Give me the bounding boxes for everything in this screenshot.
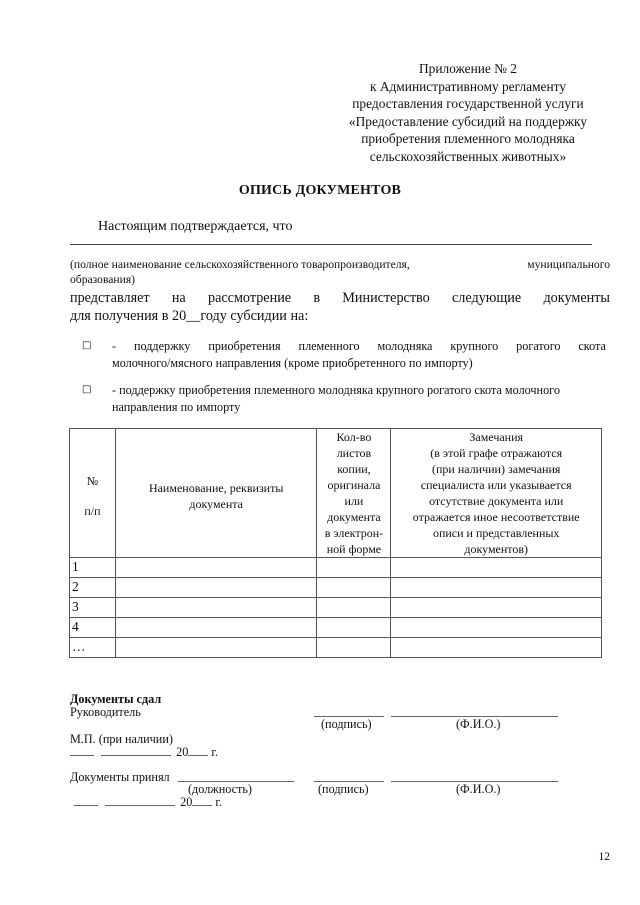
table-row [70,558,602,578]
header-quantity-line: ной форме [326,542,382,556]
appendix-line: предоставления государственной услуги [352,96,584,112]
header-remarks-line: документов) [464,542,529,556]
option-word: поддержку [133,339,191,353]
header-remarks-line: (при наличии) замечания [432,462,561,476]
header-quantity-line: документа [327,510,381,524]
row-number: 3 [70,598,116,618]
option-word: скота [578,339,606,353]
row-number: … [70,638,116,658]
received-position-label: (должность) [188,782,252,796]
row-name-cell[interactable] [115,578,317,598]
handed-role: Руководитель [70,705,141,719]
received-label: Документы принял [70,770,170,784]
option-word: молодняка [377,339,433,353]
row-quantity-cell[interactable] [317,638,391,658]
handed-date-year: 20 [176,745,189,759]
confirm-text: Настоящим подтверждается, что [98,219,293,234]
received-date-day[interactable] [74,794,98,806]
header-name-line1: Наименование, реквизиты [148,481,284,495]
row-name-cell[interactable] [115,638,317,658]
row-name-cell[interactable] [115,558,317,578]
row-remarks-cell[interactable] [391,578,602,598]
header-remarks-line: отражается иное несоответствие [412,510,580,524]
option-line1: - поддержку приобретения племенного молодняка крупного рогатого скота молочного [112,383,560,397]
header-quantity-line: в электрон- [324,526,384,540]
present-paragraph [70,289,610,325]
handed-date-month[interactable] [101,744,171,756]
appendix-line: Приложение № 2 [418,61,518,76]
header-remarks-line: специалиста или указывается [420,478,572,492]
received-fio-line[interactable] [391,769,558,782]
handed-signature-line[interactable] [314,704,384,717]
row-name-cell[interactable] [115,618,317,638]
table-row [70,618,602,638]
handed-fio-label: (Ф.И.О.) [456,717,501,731]
handed-fio-line[interactable] [391,704,558,717]
present-word: Министерство [342,290,430,306]
checkbox-option-2[interactable]: □ [82,384,92,395]
table-row [70,578,602,598]
producer-name-line[interactable] [70,244,592,245]
received-date-year-blank[interactable] [192,794,212,806]
received-signature-label: (подпись) [318,782,369,796]
received-date-suffix: г. [215,795,222,809]
option-word: - [112,339,117,353]
table-row [70,638,602,658]
appendix-line: приобретения племенного молодняка [361,131,575,147]
row-quantity-cell[interactable] [317,598,391,618]
present-word: на [171,290,186,306]
present-word: представляет [70,290,150,306]
option-line2: направления по импорту [112,399,241,414]
row-quantity-cell[interactable] [317,618,391,638]
handed-date-suffix: г. [211,745,218,759]
row-name-cell[interactable] [115,598,317,618]
option-word: рогатого [516,339,561,353]
handed-date [70,744,218,760]
option-2 [112,382,606,415]
received-date [74,794,222,810]
header-remarks-line: отсутствие документа или [429,494,564,508]
present-word: следующие [451,290,522,306]
header-quantity-line: Кол-во [336,430,372,444]
row-number: 2 [70,578,116,598]
header-quantity-line: копии, [337,462,371,476]
appendix-line: сельскохозяйственных животных» [369,148,567,164]
table-row [70,598,602,618]
documents-table [69,428,602,658]
header-number-line1: № [86,474,99,488]
producer-note [70,257,610,287]
stamp-label: М.П. (при наличии) [70,732,173,746]
handed-date-day[interactable] [70,744,94,756]
table-header-row [70,429,602,558]
header-remarks-line: (в этой графе отражаются [430,446,563,460]
checkbox-option-1[interactable]: □ [82,340,92,351]
received-date-month[interactable] [105,794,175,806]
row-number: 4 [70,618,116,638]
appendix-line: к Административному регламенту [369,78,567,94]
header-remarks-line: Замечания [469,430,524,444]
header-quantity-line: листов [336,446,372,460]
header-quantity [317,429,391,558]
row-remarks-cell[interactable] [391,618,602,638]
document-title: ОПИСЬ ДОКУМЕНТОВ [238,183,402,198]
present-line2: для получения в 20__году субсидии на: [70,308,309,324]
present-word: документы [543,290,610,306]
header-remarks-line: описи и представленных [432,526,560,540]
handed-signature-label: (подпись) [321,717,372,731]
row-remarks-cell[interactable] [391,558,602,578]
received-position-line[interactable] [178,769,294,782]
handed-date-year-blank[interactable] [188,744,208,756]
row-quantity-cell[interactable] [317,578,391,598]
option-word: приобретения [208,339,281,353]
present-word: рассмотрение [207,290,292,306]
row-number: 1 [70,558,116,578]
handed-heading: Документы сдал [70,692,162,706]
header-quantity-line: или [344,494,364,508]
option-1 [112,338,606,371]
appendix-header [318,60,618,166]
header-quantity-line: оригинала [327,478,381,492]
option-word: крупного [450,339,499,353]
header-number [70,429,116,558]
present-word: в [313,290,321,306]
option-word: племенного [298,339,360,353]
producer-note-line2: образования) [70,273,136,286]
received-date-year: 20 [180,795,193,809]
received-fio-label: (Ф.И.О.) [456,782,501,796]
producer-note-left: (полное наименование сельскохозяйственного товаропроизводителя, [70,258,410,271]
header-name [115,429,317,558]
appendix-line: «Предоставление субсидий на поддержку [348,113,588,129]
page-number: 12 [598,851,610,863]
header-name-line2: документа [189,497,244,511]
row-remarks-cell[interactable] [391,638,602,658]
producer-note-right: муниципального [527,258,610,271]
received-signature-line[interactable] [314,769,384,782]
header-number-line2: п/п [84,504,101,518]
row-remarks-cell[interactable] [391,598,602,618]
option-line2: молочного/мясного направления (кроме приобретенного по импорту) [112,355,473,370]
header-remarks [391,429,602,558]
row-quantity-cell[interactable] [317,558,391,578]
